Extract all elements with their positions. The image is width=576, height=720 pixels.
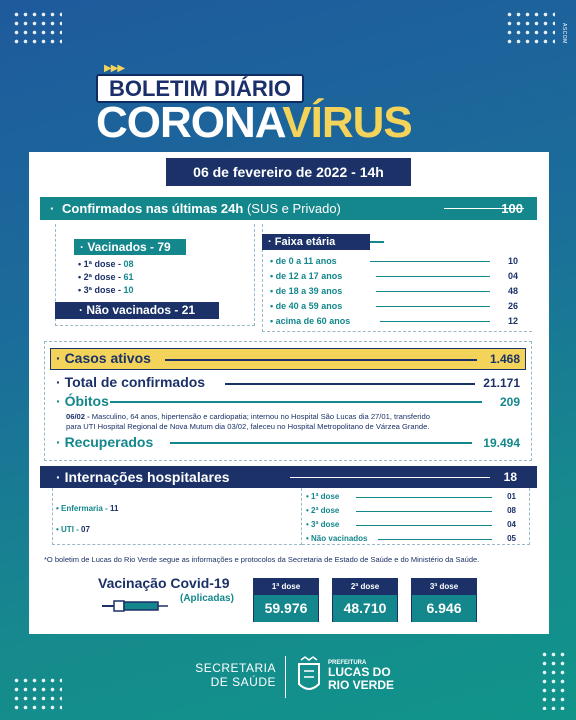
obitos-value: 209 [499,395,520,409]
arrows-icon: ▶▶▶ [104,63,125,74]
age-row: • de 12 a 17 anos 04 [270,271,518,281]
dose-card-label: 1ª dose [254,579,318,595]
confirmados-24h-label: Confirmados nas últimas 24h [62,201,244,216]
internacoes-left-box [52,488,302,545]
leader-line [110,401,482,403]
decorative-dots [12,10,62,44]
decorative-dots [505,10,555,44]
title-boletim: BOLETIM DIÁRIO [96,74,304,103]
confirmados-24h-sub: (SUS e Privado) [246,201,341,216]
leader-line [225,383,475,385]
internacoes-label: Internações hospitalares [64,469,230,485]
bullet: · [50,201,55,216]
decorative-dots [540,650,568,710]
dose-card-value: 6.946 [412,595,476,622]
badge-connector [370,241,384,243]
age-row: • de 18 a 39 anos 48 [270,286,518,296]
bullet: · [56,469,65,485]
leader-line [170,442,472,444]
dose-2-line: • 2ª dose - 61 [78,272,134,282]
recuperados-value: 19.494 [483,436,520,450]
dose-card-value: 59.976 [254,595,318,622]
syringe-icon [100,596,170,616]
casos-ativos-value: 1.468 [489,352,520,366]
dose-1-line: • 1ª dose - 08 [78,259,134,269]
vacinacao-title: Vacinação Covid-19 [98,575,230,591]
vacinados-badge [74,239,186,255]
intern-row: • 3ª dose 04 [306,520,516,529]
internacoes-value: 18 [503,470,517,484]
obitos-note: 06/02 - Masculino, 64 anos, hipertensão e cardiopatia; internou no Hospital São Lucas dia 27/01, transferido para UTI Hospital Regional de Nova Mutum dia 03/02, faleceu no Hospital Metropolitano de Várzea Grande. [66,412,430,431]
decorative-dots [12,676,62,710]
prefeitura-logo: PREFEITURA LUCAS DO RIO VERDE [328,660,395,692]
age-row: • de 0 a 11 anos 10 [270,256,518,266]
recuperados-label: · Recuperados [56,434,154,450]
intern-row: • Não vacinados 05 [306,534,516,543]
confirmados-24h-bar [40,197,537,220]
ascom-label: ASCOM [561,23,567,44]
faixa-etaria-label: Faixa etária [274,236,336,248]
title-coronavirus [96,98,412,148]
dose-card-1 [253,578,319,622]
age-row: • de 40 a 59 anos 26 [270,301,518,311]
faixa-etaria-badge [262,234,370,250]
uti-line: • UTI - 07 [56,525,90,534]
dose-card-label: 2ª dose [333,579,397,595]
internacoes-bar [40,466,537,488]
total-confirmados-label: · Total de confirmados [56,374,206,390]
dose-card-3 [411,578,477,622]
title-virus: VÍRUS [282,98,412,147]
leader-line [165,359,477,361]
enfermaria-line: • Enfermaria - 11 [56,504,119,513]
nao-vacinados-badge [55,302,219,319]
leader-line [290,477,490,478]
intern-row: • 1ª dose 01 [306,492,516,501]
dose-card-label: 3ª dose [412,579,476,595]
vacinacao-subtitle: (Aplicadas) [180,593,234,604]
dose-card-2 [332,578,398,622]
bullet: · [80,240,88,254]
city-crest-icon [296,656,322,696]
footnote: *O boletim de Lucas do Rio Verde segue as informações e protocolos da Secretaria de Estado de Saúde e do Ministério da Saúde. [44,555,480,564]
casos-ativos-label: · Casos ativos [56,350,151,366]
bullet: · [79,303,87,317]
dose-card-value: 48.710 [333,595,397,622]
age-row: • acima de 60 anos 12 [270,316,518,326]
title-corona: CORONA [96,98,283,147]
vacinados-label: Vacinados - 79 [87,240,171,254]
confirmados-24h-value: 100 [501,201,523,216]
bullet: · [268,236,275,248]
dose-3-line: • 3ª dose - 10 [78,285,134,295]
footer-divider [285,656,286,698]
nao-vacinados-label: Não vacinados - 21 [86,303,196,317]
date-banner: 06 de fevereiro de 2022 - 14h [166,158,411,186]
intern-row: • 2ª dose 08 [306,506,516,515]
total-confirmados-value: 21.171 [483,376,520,390]
obitos-label: · Óbitos [56,393,109,409]
secretaria-logo: SECRETARIA DE SAÚDE [195,661,276,689]
